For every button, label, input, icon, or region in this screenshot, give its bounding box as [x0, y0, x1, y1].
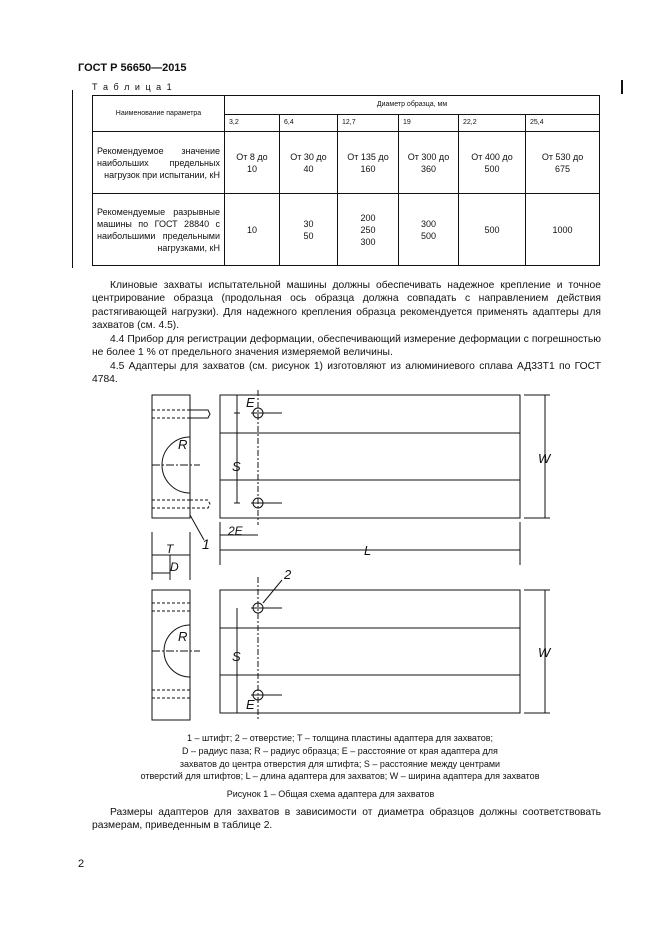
- row-label: Рекомендуемые разрывные машины по ГОСТ 28840 с наибольшими предельными нагрузками, кН: [93, 194, 225, 266]
- table-cell: 500: [459, 194, 526, 266]
- table-cell: От 400 до 500: [459, 132, 526, 194]
- specification-table: [92, 95, 600, 266]
- diameter-col: 6,4: [280, 115, 338, 132]
- label-L: L: [364, 543, 372, 558]
- row-label: Рекомендуемое значение наибольших предельных нагрузок при испытании, кН: [93, 132, 225, 194]
- side-plate-bottom: [152, 590, 190, 720]
- table-cell: 300 500: [399, 194, 459, 266]
- param-header: Наименование параметра: [93, 96, 225, 132]
- label-S-top: S: [232, 459, 241, 474]
- table-cell: От 300 до 360: [399, 132, 459, 194]
- diameter-col: 25,4: [526, 115, 600, 132]
- table-caption: Т а б л и ц а 1: [92, 82, 174, 92]
- document-header: ГОСТ Р 56650—2015: [78, 62, 187, 74]
- table-cell: 200 250 300: [338, 194, 399, 266]
- diameter-col: 3,2: [225, 115, 280, 132]
- revision-bar: [621, 80, 623, 94]
- label-W-top: W: [538, 451, 551, 466]
- table-cell: От 530 до 675: [526, 132, 600, 194]
- label-E-top: E: [246, 395, 255, 410]
- label-R-top: R: [178, 437, 188, 452]
- table-row: [93, 194, 600, 266]
- table-row: [93, 132, 600, 194]
- label-1: 1: [202, 536, 210, 552]
- figure-legend: 1 – штифт; 2 – отверстие; T – толщина пластины адаптера для захватов; D – радиус паза; R – радиус образца; E – расстояние от края адаптера для захватов до центра отверстия для штифта; S – расстояние между центрами отверстий для штифтов; L – длина адаптера для захватов; W – ширина адаптера для захватов: [140, 733, 540, 782]
- label-2: 2: [284, 567, 292, 582]
- label-S-bottom: S: [232, 649, 241, 664]
- adapter-diagram: [142, 385, 582, 730]
- label-D: D: [170, 560, 179, 574]
- table-cell: 1000: [526, 194, 600, 266]
- label-2E: 2E: [228, 524, 243, 538]
- diameter-col: 22,2: [459, 115, 526, 132]
- diameter-col: 12,7: [338, 115, 399, 132]
- table-cell: От 135 до 160: [338, 132, 399, 194]
- page-number: 2: [78, 858, 85, 870]
- paragraph-grips: Клиновые захваты испытательной машины должны обеспечивать надежное крепление и точное центрирование образца (продольная ось образца должна совпадать с направлением действия растягивающей нагрузки). Для надежного крепления образца рекомендуется применять адаптеры для захватов (см. 4.5).: [92, 280, 601, 332]
- table-cell: 10: [225, 194, 280, 266]
- label-E-bottom: E: [246, 697, 255, 712]
- table-cell: От 30 до 40: [280, 132, 338, 194]
- table-cell: 30 50: [280, 194, 338, 266]
- paragraph-4-5: 4.5 Адаптеры для захватов (см. рисунок 1) изготовляют из алюминиевого сплава АД33Т1 по ГОСТ 4784.: [92, 361, 601, 386]
- figure-title: Рисунок 1 – Общая схема адаптера для захватов: [226, 789, 435, 799]
- paragraph-4-4: 4.4 Прибор для регистрации деформации, обеспечивающий измерение деформации с погрешностью не более 1 % от предельного значения измеряемой величины.: [92, 334, 601, 359]
- diameter-col: 19: [399, 115, 459, 132]
- label-T: T: [166, 542, 174, 556]
- diameter-group-header: Диаметр образца, мм: [225, 96, 600, 115]
- revision-bar-left: [72, 90, 73, 268]
- paragraph-table2-ref: Размеры адаптеров для захватов в зависимости от диаметра образцов должны соответствовать размерам, приведенным в таблице 2.: [92, 807, 601, 832]
- label-R-bottom: R: [178, 629, 188, 644]
- label-W-bottom: W: [538, 645, 551, 660]
- table-cell: От 8 до 10: [225, 132, 280, 194]
